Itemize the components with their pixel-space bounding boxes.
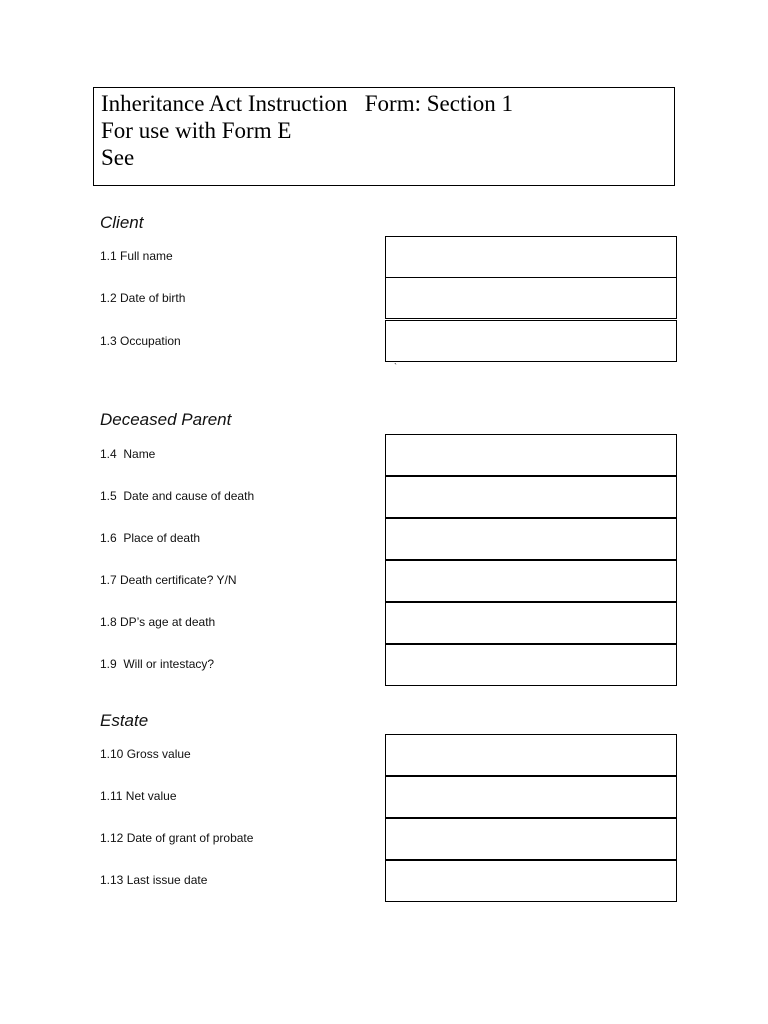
input-last-issue-date[interactable] xyxy=(385,860,677,902)
input-gross-value[interactable] xyxy=(385,734,677,776)
input-net-value[interactable] xyxy=(385,776,677,818)
label-parent-name: 1.4 Name xyxy=(100,447,156,461)
form-subtitle: For use with Form E xyxy=(101,118,292,143)
section-heading-deceased-parent: Deceased Parent xyxy=(100,410,232,429)
label-death-certificate: 1.7 Death certificate? Y/N xyxy=(100,573,237,587)
label-date-cause-of-death: 1.5 Date and cause of death xyxy=(100,489,255,503)
input-age-at-death[interactable] xyxy=(385,602,677,644)
stray-mark: ` xyxy=(394,362,397,372)
input-occupation[interactable] xyxy=(385,320,677,362)
input-date-cause-of-death[interactable] xyxy=(385,476,677,518)
form-title-box xyxy=(93,87,675,186)
label-age-at-death: 1.8 DP’s age at death xyxy=(100,615,216,629)
input-grant-of-probate-date[interactable] xyxy=(385,818,677,860)
input-place-of-death[interactable] xyxy=(385,518,677,560)
label-date-of-birth: 1.2 Date of birth xyxy=(100,291,186,305)
input-will-or-intestacy[interactable] xyxy=(385,644,677,686)
input-death-certificate[interactable] xyxy=(385,560,677,602)
input-parent-name[interactable] xyxy=(385,434,677,476)
section-heading-estate: Estate xyxy=(100,711,149,730)
label-full-name: 1.1 Full name xyxy=(100,249,173,263)
label-grant-of-probate-date: 1.12 Date of grant of probate xyxy=(100,831,254,845)
form-title: Inheritance Act Instruction Form: Section 1 xyxy=(101,91,513,116)
input-date-of-birth[interactable] xyxy=(385,277,677,319)
label-occupation: 1.3 Occupation xyxy=(100,334,181,348)
section-heading-client: Client xyxy=(100,213,144,232)
label-net-value: 1.11 Net value xyxy=(100,789,177,803)
label-gross-value: 1.10 Gross value xyxy=(100,747,191,761)
input-full-name[interactable] xyxy=(385,236,677,278)
form-reference: See xyxy=(101,145,135,170)
label-place-of-death: 1.6 Place of death xyxy=(100,531,201,545)
label-last-issue-date: 1.13 Last issue date xyxy=(100,873,208,887)
label-will-or-intestacy: 1.9 Will or intestacy? xyxy=(100,657,215,671)
